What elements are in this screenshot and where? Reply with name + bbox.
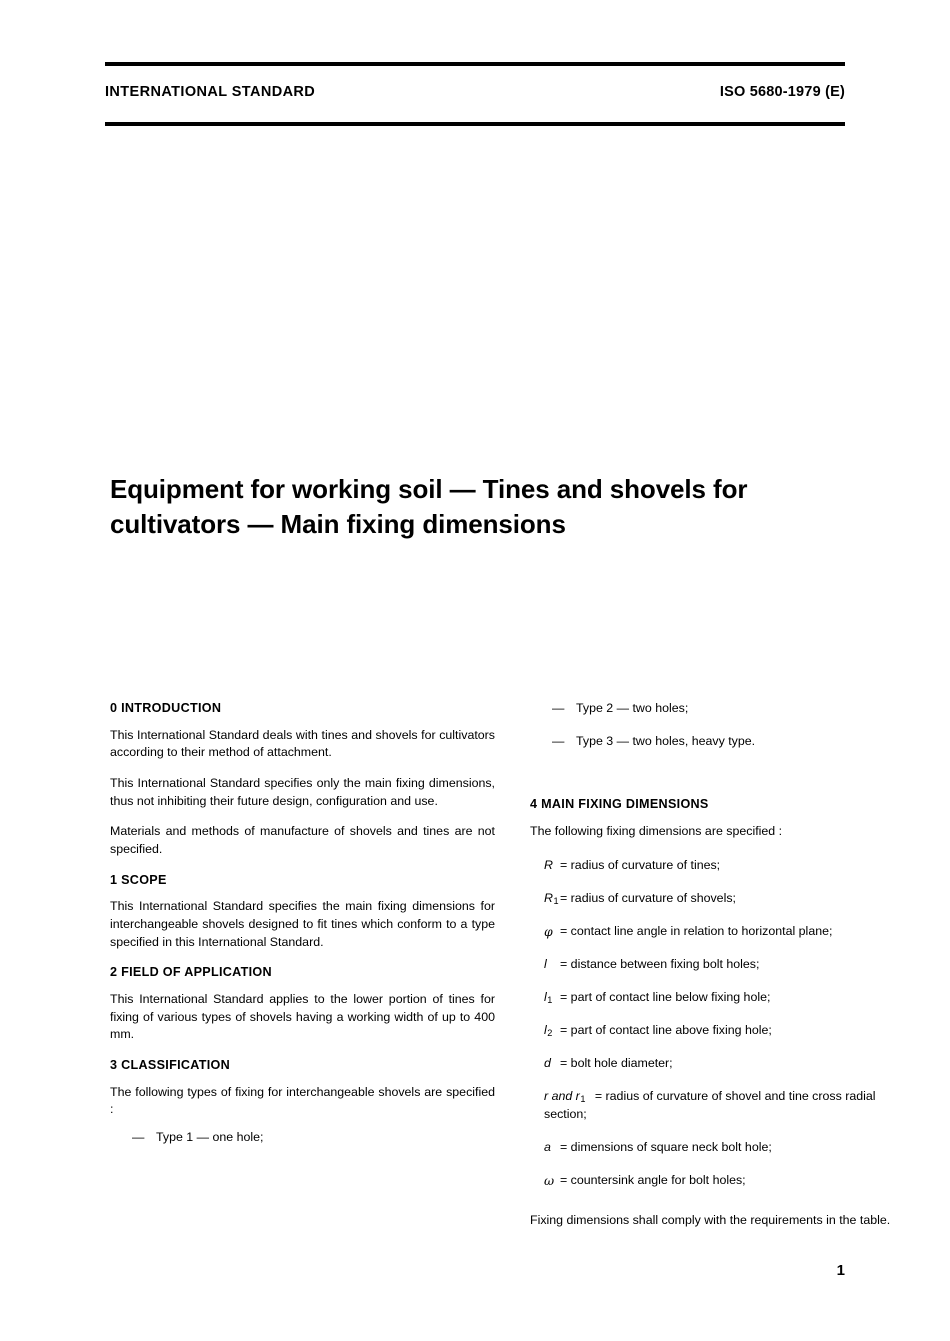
right-column	[530, 700, 920, 1242]
header-standard-label: INTERNATIONAL STANDARD	[105, 84, 316, 100]
header-rule-bottom	[105, 122, 845, 126]
symbol-definition: = part of contact line below fixing hole;	[560, 989, 771, 1004]
symbol-label: φ	[544, 923, 553, 939]
list-item-label: Type 1 — one hole;	[156, 1130, 264, 1145]
section-heading-introduction: 0 INTRODUCTION	[110, 701, 222, 715]
dash-marker: —	[552, 701, 565, 715]
symbol-item-l	[530, 956, 920, 974]
dash-marker: —	[552, 733, 565, 748]
section-heading-field-of-application: 2 FIELD OF APPLICATION	[110, 965, 272, 980]
symbol-label: $R_1$	[544, 890, 559, 907]
page-title: Equipment for working soil — Tines and shovels for cultivators — Main fixing dimensions	[110, 474, 748, 539]
symbol-label: $l_2$	[544, 1022, 553, 1039]
section-heading-classification: 3 CLASSIFICATION	[110, 1057, 231, 1072]
symbol-definition: = bolt hole diameter;	[560, 1055, 673, 1070]
classification-type-list	[110, 1129, 495, 1147]
dash-marker: —	[132, 1130, 145, 1145]
symbol-definition: = countersink angle for bolt holes;	[560, 1172, 746, 1187]
symbol-item-R	[530, 857, 920, 875]
symbol-definition-list	[530, 857, 920, 1190]
symbol-item-omega	[530, 1172, 920, 1190]
symbol-item-R1	[530, 890, 920, 908]
symbol-item-d	[530, 1055, 920, 1073]
symbol-label: R	[544, 857, 553, 872]
symbol-definition: = radius of curvature of shovel and tine cross radial section;	[544, 1088, 876, 1121]
field-of-application-paragraph-1: This International Standard applies to the lower portion of tines for fixing of various types of shovels having a working width of up to 400 mm.	[110, 992, 495, 1042]
intro-paragraph-2: This International Standard specifies only the main fixing dimensions, thus not inhibiting their future design, configuration and use.	[110, 776, 495, 808]
symbol-item-r-r1	[530, 1088, 920, 1124]
symbol-item-l2	[530, 1022, 920, 1040]
symbol-definition: = dimensions of square neck bolt hole;	[560, 1139, 772, 1154]
scope-paragraph-1: This International Standard specifies the main fixing dimensions for interchangeable shovels designed to fit tines which conform to a type specified in this International Standard.	[110, 899, 495, 949]
classification-type-list-continued	[530, 700, 920, 750]
header-rule-top	[105, 62, 845, 66]
main-fixing-dimensions-paragraph-1: The following fixing dimensions are specified :	[530, 824, 783, 839]
closing-paragraph: Fixing dimensions shall comply with the requirements in the table.	[530, 1212, 891, 1227]
symbol-item-l1	[530, 989, 920, 1007]
symbol-definition: = contact line angle in relation to horizontal plane;	[560, 923, 833, 938]
page-number: 1	[836, 1262, 845, 1279]
symbol-label: ω	[544, 1172, 555, 1188]
symbol-definition: = part of contact line above fixing hole;	[560, 1022, 772, 1037]
header-standard-number: ISO 5680-1979 (E)	[719, 84, 845, 100]
list-item-label: Type 2 — two holes;	[576, 701, 689, 715]
symbol-item-phi	[530, 923, 920, 941]
section-heading-main-fixing-dimensions: 4 MAIN FIXING DIMENSIONS	[530, 797, 709, 812]
intro-paragraph-1: This International Standard deals with tines and shovels for cultivators according to their method of attachment.	[110, 727, 495, 760]
list-item-label: Type 3 — two holes, heavy type.	[576, 733, 756, 748]
symbol-label: d	[544, 1055, 551, 1070]
list-item	[110, 1129, 495, 1147]
symbol-definition: = distance between fixing bolt holes;	[560, 956, 760, 971]
symbol-label: a	[544, 1139, 551, 1154]
symbol-label: l	[544, 956, 547, 971]
list-item	[530, 733, 920, 751]
left-column	[110, 700, 495, 1162]
classification-paragraph-1: The following types of fixing for interchangeable shovels are specified :	[110, 1084, 495, 1117]
list-item	[530, 700, 920, 718]
symbol-label: r and $r_1$	[544, 1088, 586, 1105]
symbol-label: $l_1$	[544, 989, 553, 1006]
section-heading-scope: 1 SCOPE	[110, 872, 167, 887]
intro-paragraph-3: Materials and methods of manufacture of shovels and tines are not specified.	[110, 824, 495, 856]
symbol-definition: = radius of curvature of shovels;	[560, 890, 736, 905]
symbol-definition: = radius of curvature of tines;	[560, 857, 721, 872]
symbol-item-a	[530, 1139, 920, 1157]
